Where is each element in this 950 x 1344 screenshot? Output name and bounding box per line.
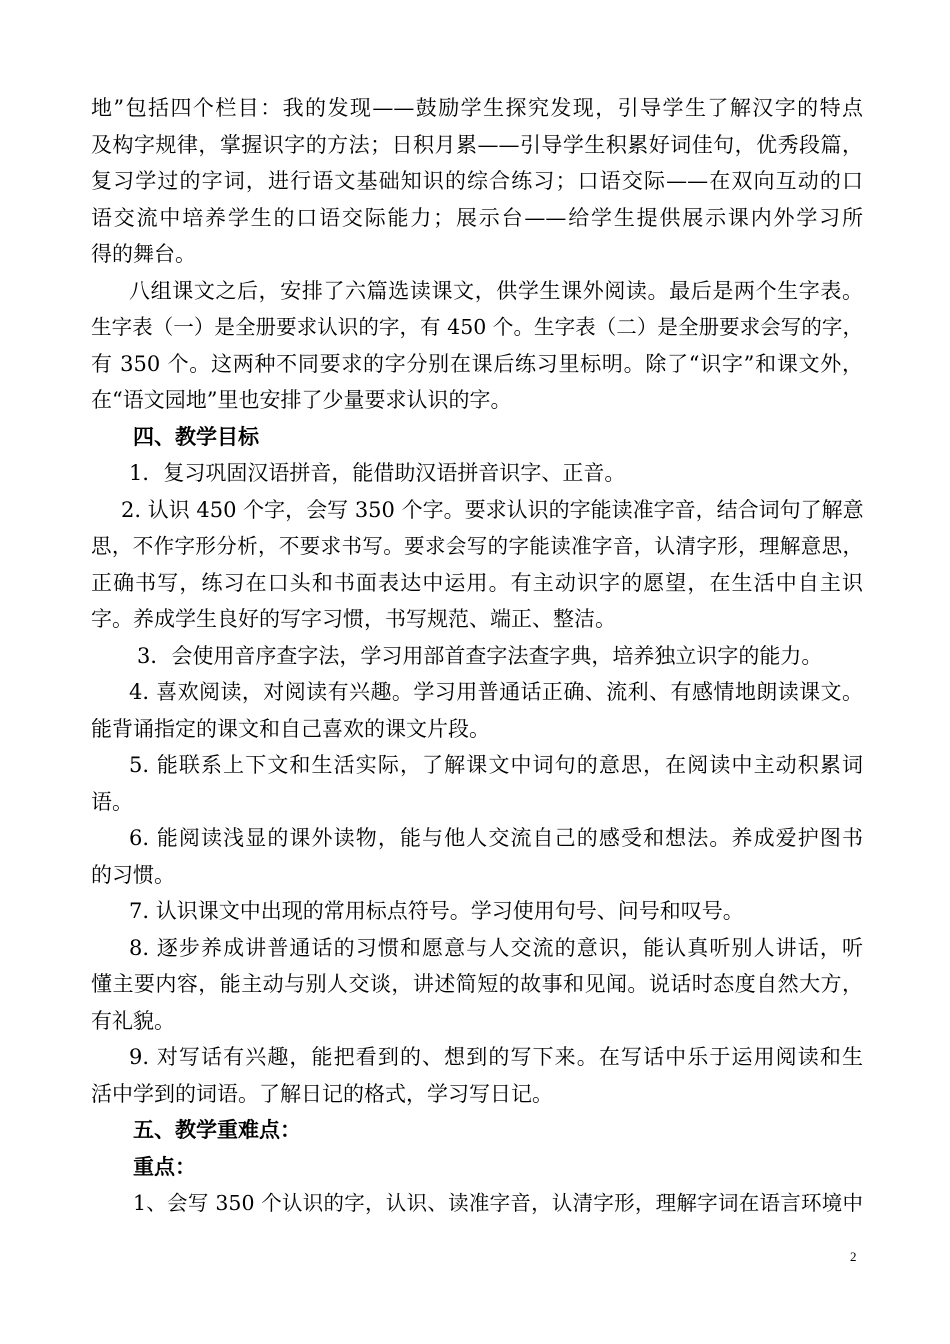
text-line: 字。养成学生良好的写字习惯，书写规范、端正、整洁。: [91, 607, 616, 631]
text-line: 6. 能阅读浅显的课外读物，能与他人交流自己的感受和想法。养成爱护图书: [129, 826, 863, 850]
section-heading: 四、教学目标: [133, 423, 259, 449]
text-line: 在“语文园地”里也安排了少量要求认识的字。: [91, 388, 512, 412]
text-line: 有礼貌。: [91, 1008, 175, 1033]
text-line: 2. 认识 450 个字，会写 350 个字。要求认识的字能读准字音，结合词句了解意: [121, 497, 864, 522]
text-line: 有 350 个。这两种不同要求的字分别在课后练习里标明。除了“识字”和课文外，: [91, 351, 863, 376]
text-line: 5. 能联系上下文和生活实际，了解课文中词句的意思，在阅读中主动积累词: [129, 753, 863, 777]
page-number: 2: [850, 1249, 857, 1264]
text-line: 3．会使用音序查字法，学习用部首查字法查字典，培养独立识字的能力。: [137, 643, 823, 668]
section-heading: 重点：: [133, 1153, 196, 1179]
text-line: 生字表（一）是全册要求认识的字，有 450 个。生字表（二）是全册要求会写的字，: [91, 315, 863, 339]
text-line: 及构字规律，掌握识字的方法；日积月累——引导学生积累好词佳句，优秀段篇，: [91, 132, 863, 157]
text-line: 得的舞台。: [91, 242, 196, 266]
text-line: 9. 对写话有兴趣，能把看到的、想到的写下来。在写话中乐于运用阅读和生: [129, 1045, 863, 1069]
text-line: 活中学到的词语。了解日记的格式，学习写日记。: [91, 1081, 553, 1106]
text-line: 1．复习巩固汉语拼音，能借助汉语拼音识字、正音。: [129, 461, 626, 485]
text-line: 思，不作字形分析，不要求书写。要求会写的字能读准字音，认清字形，理解意思，: [91, 534, 863, 558]
text-line: 1、会写 350 个认识的字，认识、读准字音，认清字形，理解字词在语言环境中: [133, 1191, 863, 1215]
text-line: 地”包括四个栏目：我的发现——鼓励学生探究发现，引导学生了解汉字的特点: [91, 96, 863, 120]
text-line: 八组课文之后，安排了六篇选读课文，供学生课外阅读。最后是两个生字表。: [129, 278, 863, 303]
text-line: 8. 逐步养成讲普通话的习惯和愿意与人交流的意识，能认真听别人讲话，听: [129, 935, 863, 960]
text-line: 语交流中培养学生的口语交际能力；展示台——给学生提供展示课内外学习所: [91, 205, 863, 230]
text-line: 正确书写，练习在口头和书面表达中运用。有主动识字的愿望，在生活中自主识: [91, 570, 863, 595]
text-line: 语。: [91, 789, 133, 814]
text-line: 能背诵指定的课文和自己喜欢的课文片段。: [91, 716, 490, 741]
text-line: 的习惯。: [91, 862, 175, 887]
text-line: 4. 喜欢阅读，对阅读有兴趣。学习用普通话正确、流利、有感情地朗读课文。: [129, 680, 863, 704]
text-line: 复习学过的字词，进行语文基础知识的综合练习；口语交际——在双向互动的口: [91, 169, 863, 193]
document-body: [91, 90, 863, 1222]
text-line: 7. 认识课文中出现的常用标点符号。学习使用句号、问号和叹号。: [129, 899, 744, 923]
text-line: 懂主要内容，能主动与别人交谈，讲述简短的故事和见闻。说话时态度自然大方，: [91, 972, 863, 996]
section-heading: 五、教学重难点：: [133, 1117, 301, 1142]
